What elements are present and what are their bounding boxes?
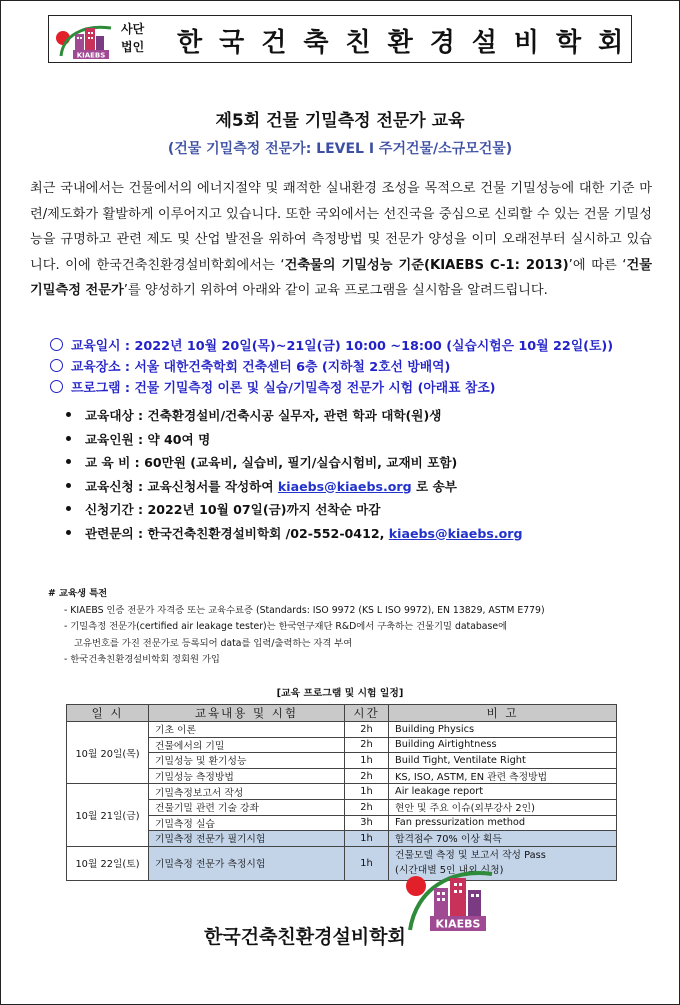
apply-email-link[interactable]: kiaebs@kiaebs.org [277,478,412,494]
bullet-dot-icon [66,459,71,464]
corp-line-1: 사단 [121,22,145,36]
table-row [67,768,617,784]
table-header-row [67,705,617,722]
note-line-2: (시간대별 5인 내외 신청) [395,865,504,877]
date-cell-day3: 10월 22일(토) [67,846,149,880]
note-cell: Build Tight, Ventilate Right [389,753,617,769]
content-cell: 기밀측정 전문가 측정시험 [149,846,345,880]
table-caption: [교육 프로그램 및 시험 일정] [276,688,404,699]
content-cell: 건물에서의 기밀 [149,737,345,753]
time-cell: 2h [345,737,389,753]
detail-apply-prefix: 교육신청 : 교육신청서를 작성하여 [85,478,278,494]
bullet-dot-icon [66,412,71,417]
table-row-highlight [67,831,617,847]
date-cell-day2: 10월 21일(금) [67,784,149,846]
info-item-location [50,357,613,378]
details-list [66,404,523,545]
header-content: 교육내용 및 시험 [149,705,345,722]
table-row [67,722,617,738]
time-cell: 1h [345,846,389,880]
note-cell: Building Airtightness [389,737,617,753]
detail-period-text: 신청기간 : 2022년 10월 07일(금)까지 선착순 마감 [85,502,381,517]
time-cell: 3h [345,815,389,831]
detail-apply [66,475,523,499]
info-program-text: 프로그램 : 건물 기밀측정 이론 및 실습/기밀측정 전문가 시험 (아래표 참조) [71,381,496,396]
benefit-line-3: 고유번호를 가진 전문가로 등록되어 data를 입력/출력하는 자격 부여 [74,637,353,649]
note-cell: 합격점수 70% 이상 획득 [389,831,617,847]
page-subtitle: (건물 기밀측정 전문가: LEVEL Ⅰ 주거건물/소규모건물) [167,141,513,157]
header-note: 비 고 [389,705,617,722]
detail-apply-suffix: 로 송부 [411,478,457,494]
note-cell: 현안 및 주요 이슈(외부강사 2인) [389,799,617,815]
header-logo-text: KIAEBS [76,51,106,60]
bullet-dot-icon [66,530,71,535]
benefit-line-1: - KIAEBS 인증 전문가 자격증 또는 교육수료증 (Standards: ISO 9972 (KS L ISO 9972), EN 13829, ASTM E779) [64,604,545,616]
footer-logo-text: KIAEBS [435,917,481,931]
date-cell-day1: 10월 20일(목) [67,722,149,784]
time-cell: 1h [345,784,389,800]
time-cell: 2h [345,722,389,738]
note-cell: Air leakage report [389,784,617,800]
time-cell: 1h [345,753,389,769]
intro-paragraph [30,176,652,304]
benefits-section [48,586,545,669]
detail-fee [66,451,523,475]
footer-org-name: 한국건축친환경설비학회 [204,926,406,948]
contact-email-link[interactable]: kiaebs@kiaebs.org [388,525,523,541]
content-cell: 기밀측정 실습 [149,815,345,831]
detail-fee-text: 교 육 비 : 60만원 (교육비, 실습비, 필기/실습시험비, 교재비 포함) [85,455,458,470]
page-title: 제5회 건물 기밀측정 전문가 교육 [215,111,465,131]
table-row [67,753,617,769]
table-row-highlight [67,846,617,880]
header-org-name: 한국건축친환경설비학회 [177,28,641,58]
info-item-schedule [50,336,613,357]
time-cell: 2h [345,768,389,784]
corp-line-2: 법인 [121,40,145,54]
table-row [67,784,617,800]
content-cell: 건물기밀 관련 기술 강좌 [149,799,345,815]
detail-target [66,404,523,428]
header-datetime: 일 시 [67,705,149,722]
kiaebs-logo-icon [53,18,115,60]
header-box [48,15,641,63]
intro-text-1: 최근 국내에서는 건물에서의 에너지절약 및 쾌적한 실내환경 조성을 목적으로 건물 기밀성능에 대한 기준 마련/제도화가 활발하게 이루어지고 있습니다. 또한 국외에서는 선진국을 중심으로 신뢰할 수 있는 건물 기밀성능을 규명하고 관련 제도 및 산업 발전을 위하여 측정방법 및 전문가 양성을 이미 오래전부터 실시하고 있습니다. 이에 한국건축친환경설비학회에서는 ‘ [30,181,652,273]
table-row [67,815,617,831]
benefit-line-4: - 한국건축친환경설비학회 정회원 가입 [64,654,220,665]
info-item-program [50,378,613,399]
detail-contact-prefix: 관련문의 : 한국건축친환경설비학회 /02-552-0412, [85,525,389,541]
info-location-text: 교육장소 : 서울 대한건축학회 건축센터 6층 (지하철 2호선 방배역) [71,360,451,375]
content-cell: 기밀성능 및 환기성능 [149,753,345,769]
intro-text-3: ’를 양성하기 위하여 아래와 같이 교육 프로그램을 실시함을 알려드립니다. [123,283,548,298]
intro-bold-standard: 건축물의 기밀성능 기준(KIAEBS C-1: 2013) [284,257,569,273]
detail-target-text: 교육대상 : 건축환경설비/건축시공 실무자, 관련 학과 대학(원)생 [85,408,442,423]
note-cell: Fan pressurization method [389,815,617,831]
bullet-dot-icon [66,436,71,441]
bullet-dot-icon [66,483,71,488]
intro-text-2: ’에 따른 ‘ [568,257,627,273]
bullet-dot-icon [66,506,71,511]
table-row [67,737,617,753]
note-cell: KS, ISO, ASTM, EN 관련 측정방법 [389,768,617,784]
benefits-title: # 교육생 특전 [48,588,108,599]
note-line-1: 건물모델 측정 및 보고서 작성 Pass [395,850,546,862]
header-time: 시간 [345,705,389,722]
detail-contact [66,522,523,546]
time-cell: 2h [345,799,389,815]
schedule-table [66,704,617,881]
content-cell: 기밀측정보고서 작성 [149,784,345,800]
detail-period [66,498,523,522]
table-row [67,799,617,815]
intro-bold-expert: 건물 기밀측정 전문가 [30,257,652,298]
benefit-line-2: - 기밀측정 전문가(certified air leakage tester)는 한국연구재단 R&D에서 구축하는 건물기밀 database에 [64,621,508,632]
circle-bullet-icon [50,380,63,393]
detail-capacity [66,428,523,452]
circle-bullet-icon [50,359,63,372]
info-schedule-text: 교육일시 : 2022년 10월 20일(목)~21일(금) 10:00 ~18:00 (실습시험은 10월 22일(토)) [71,339,614,354]
note-cell: Building Physics [389,722,617,738]
content-cell: 기밀성능 측정방법 [149,768,345,784]
content-cell: 기초 이론 [149,722,345,738]
detail-capacity-text: 교육인원 : 약 40여 명 [85,431,211,447]
info-list [50,336,613,399]
corp-label [121,20,144,56]
content-cell: 기밀측정 전문가 필기시험 [149,831,345,847]
footer-kiaebs-logo-icon [400,860,496,936]
time-cell: 1h [345,831,389,847]
circle-bullet-icon [50,338,63,351]
